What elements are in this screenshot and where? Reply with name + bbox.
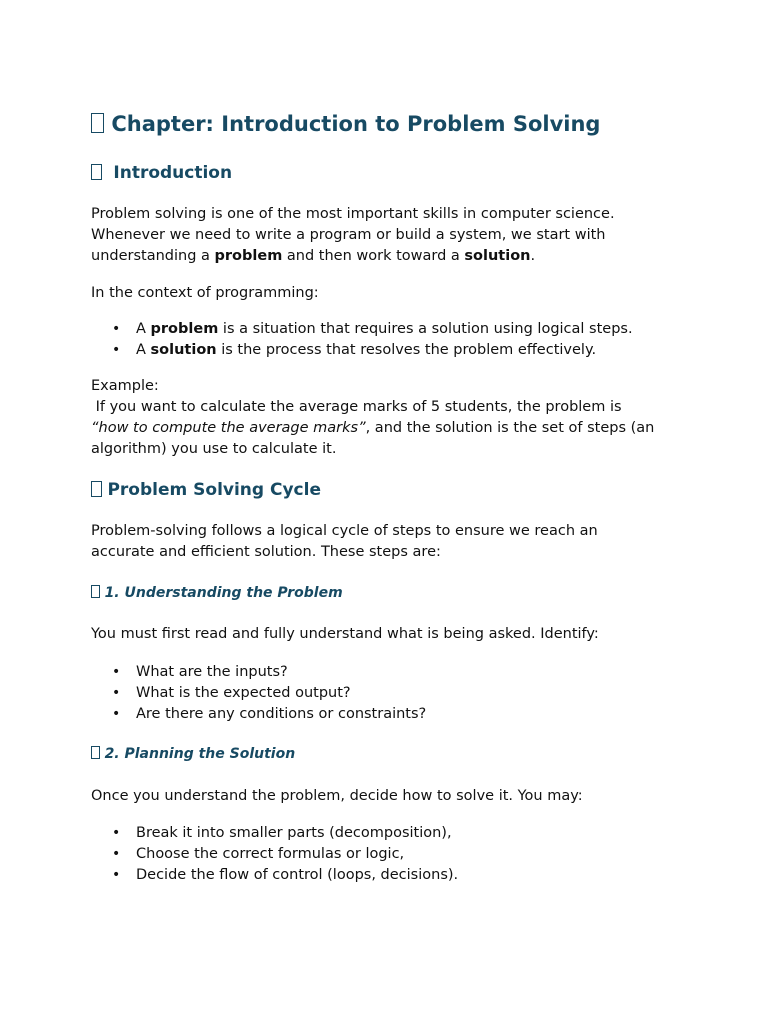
list-item: • A problem is a situation that requires a solution using logical steps.	[112, 321, 633, 337]
list-item: • What is the expected output?	[112, 685, 351, 701]
step2-paragraph: Once you understand the problem, decide how to solve it. You may:	[91, 788, 583, 804]
list-item: • Are there any conditions or constraints?	[112, 706, 427, 722]
chapter-title: Chapter: Introduction to Problem Solving	[91, 112, 600, 136]
step1-heading: 1. Understanding the Problem	[91, 585, 343, 601]
bulb-icon	[91, 164, 102, 180]
cycle-icon	[91, 481, 102, 497]
context-paragraph: In the context of programming:	[91, 285, 319, 301]
step1-paragraph: You must first read and fully understand what is being asked. Identify:	[91, 626, 599, 642]
intro-paragraph: Problem solving is one of the most important skills in computer science. Whenever we need to write a program or build a system, we start with understanding a problem and then work toward a solution.	[91, 206, 615, 264]
pencil-icon	[91, 746, 100, 759]
cycle-paragraph: Problem-solving follows a logical cycle of steps to ensure we reach an accurate and efficient solution. These steps are:	[91, 523, 598, 560]
book-icon	[91, 113, 104, 133]
step2-bullet-list	[91, 823, 458, 886]
introduction-heading: Introduction	[91, 163, 232, 183]
list-item: • Decide the flow of control (loops, decisions).	[112, 867, 459, 883]
example-paragraph: Example: If you want to calculate the average marks of 5 students, the problem is “how to compute the average marks”, and the solution is the set of steps (an algorithm) you use to calculate it.	[91, 378, 655, 457]
list-item: • A solution is the process that resolves the problem effectively.	[112, 342, 597, 358]
intro-bullet-list	[91, 319, 633, 361]
magnifier-icon	[91, 585, 100, 598]
cycle-heading: Problem Solving Cycle	[91, 480, 321, 500]
list-item: • What are the inputs?	[112, 664, 288, 680]
step2-heading: 2. Planning the Solution	[91, 746, 295, 762]
step1-bullet-list	[91, 662, 426, 725]
list-item: • Choose the correct formulas or logic,	[112, 846, 405, 862]
list-item: • Break it into smaller parts (decomposition),	[112, 825, 452, 841]
